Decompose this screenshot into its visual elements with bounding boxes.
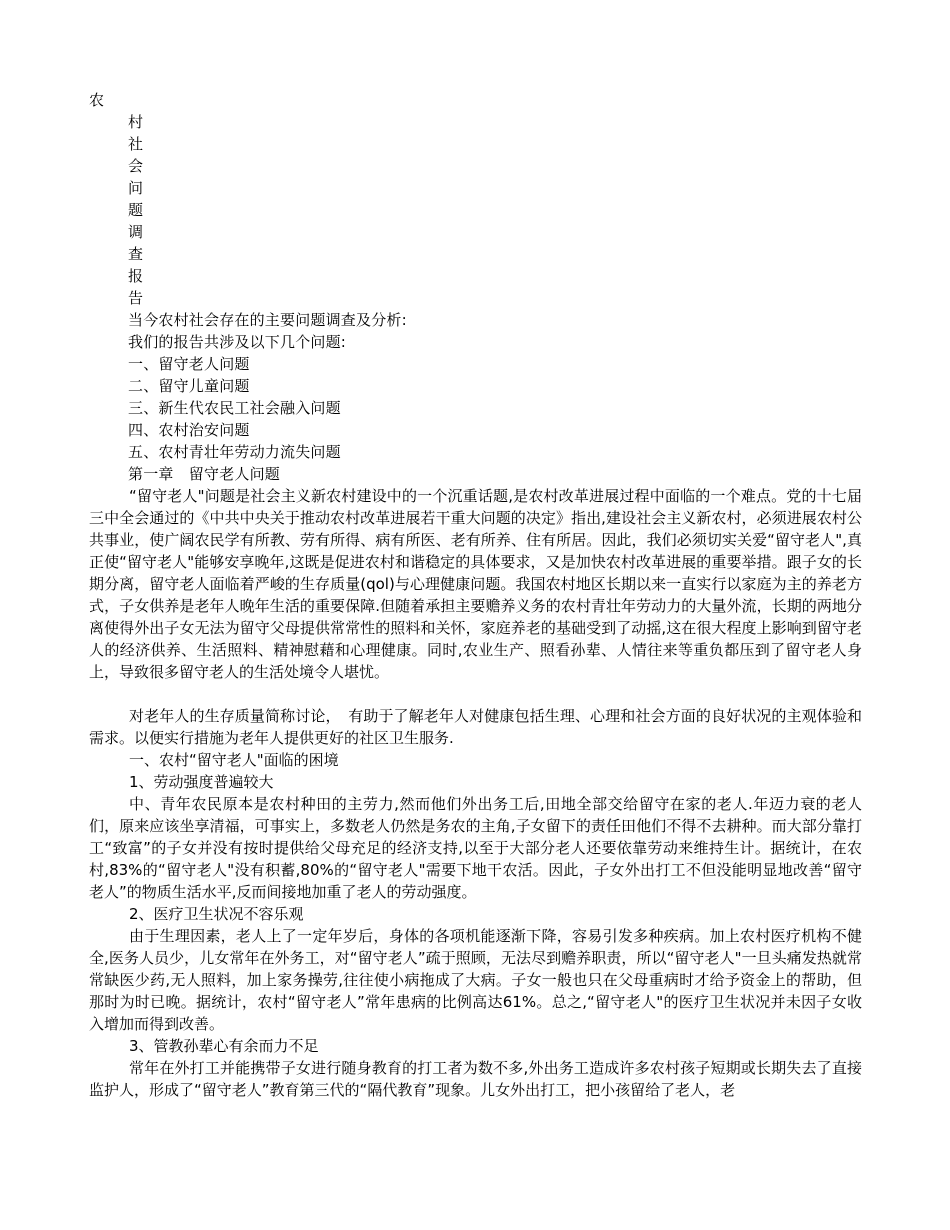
subsection-heading-1: 1、劳动强度普遍较大 (129, 773, 274, 791)
paragraph-1: “留守老人"问题是社会主义新农村建设中的一个沉重话题,是农村改革进展过程中面临的一个难点。党的十七届三中全会通过的《中共中央关于推动农村改革进展若干重大问题的决定》指出,建设社会主义新农村，必须进展农村公共事业，使广阔农民学有所教、劳有所得、病有所医、老有所养、住有所居。因此，我们必须切实关爱“留守老人",真正使“留守老人"能够安享晚年,这既是促进农村和谐稳定的具体要求，又是加快农村改革进展的重要举措。跟子女的长期分离，留守老人面临着严峻的生存质量(qol)与心理健康问题。我国农村地区长期以来一直实行以家庭为主的养老方式，子女供养是老年人晚年生活的重要保障.但随着承担主要赡养义务的农村青壮年劳动力的大量外流，长期的两地分离使得外出子女无法为留守父母提供常常性的照料和关怀，家庭养老的基础受到了动摇,这在很大程度上影响到留守老人的经济供养、生活照料、精神慰藉和心理健康。同时,农业生产、照看孙辈、人情往来等重负都压到了留守老人身上，导致很多留守老人的生活处境令人堪忧。 (89, 487, 862, 681)
report-subtitle: 当今农村社会存在的主要问题调查及分析: (128, 311, 407, 329)
paragraph-5: 常年在外打工并能携带子女进行随身教育的打工者为数不多,外出务工造成许多农村孩子短期或长期失去了直接监护人，形成了“留守老人”教育第三代的“隔代教育”现象。儿女外出打工，把小孩留给了老人，老 (89, 1059, 862, 1099)
subsection-heading-2: 2、医疗卫生状况不容乐观 (129, 905, 304, 923)
title-char-3: 社 (128, 135, 144, 153)
paragraph-3: 中、青年农民原本是农村种田的主劳力,然而他们外出务工后,田地全部交给留守在家的老人.年迈力衰的老人们，原来应该坐享清福，可事实上，多数老人仍然是务农的主角,子女留下的责任田他们不得不去耕种。而大部分靠打工“致富”的子女并没有按时提供给父母充足的经济支持,以至于大部分老人还要依靠劳动来维持生计。据统计，在农村,83%的“留守老人"没有积蓄,80%的“留守老人"需要下地干农活。因此，子女外出打工不但没能明显地改善“留守老人”的物质生活水平,反而间接地加重了老人的劳动强度。 (89, 795, 862, 901)
paragraph-2: 对老年人的生存质量简称讨论， 有助于了解老年人对健康包括生理、心理和社会方面的良好状况的主观体验和需求。以便实行措施为老年人提供更好的社区卫生服务. (89, 707, 862, 747)
subsection-heading-3: 3、管教孙辈心有余而力不足 (129, 1037, 319, 1055)
title-char-4: 会 (128, 157, 144, 175)
topic-item-2: 二、留守儿童问题 (128, 377, 250, 395)
topic-item-1: 一、留守老人问题 (128, 355, 250, 373)
topic-item-4: 四、农村治安问题 (128, 421, 250, 439)
title-char-1: 农 (89, 91, 105, 109)
topic-item-5: 五、农村青壮年劳动力流失问题 (128, 443, 341, 461)
chapter-heading: 第一章 留守老人问题 (128, 465, 281, 483)
report-intro: 我们的报告共涉及以下几个问题: (128, 333, 347, 351)
title-char-8: 查 (128, 245, 144, 263)
section-heading-1: 一、农村“留守老人"面临的困境 (129, 751, 339, 769)
title-char-6: 题 (128, 201, 144, 219)
title-char-5: 问 (128, 179, 144, 197)
paragraph-4: 由于生理因素，老人上了一定年岁后，身体的各项机能逐渐下降，容易引发多种疾病。加上农村医疗机构不健全,医务人员少，儿女常年在外务工，对“留守老人”疏于照顾，无法尽到赡养职责，所以“留守老人"一旦头痛发热就常常缺医少药,无人照料，加上家务操劳,往往使小病拖成了大病。子女一般也只在父母重病时才给予资金上的帮助，但那时为时已晚。据统计，农村“留守老人”常年患病的比例高达61%。总之,“留守老人"的医疗卫生状况并未因子女收入增加而得到改善。 (89, 927, 862, 1033)
title-char-10: 告 (128, 289, 144, 307)
title-char-9: 报 (128, 267, 144, 285)
topic-item-3: 三、新生代农民工社会融入问题 (128, 399, 341, 417)
title-char-2: 村 (128, 113, 144, 131)
title-char-7: 调 (128, 223, 144, 241)
